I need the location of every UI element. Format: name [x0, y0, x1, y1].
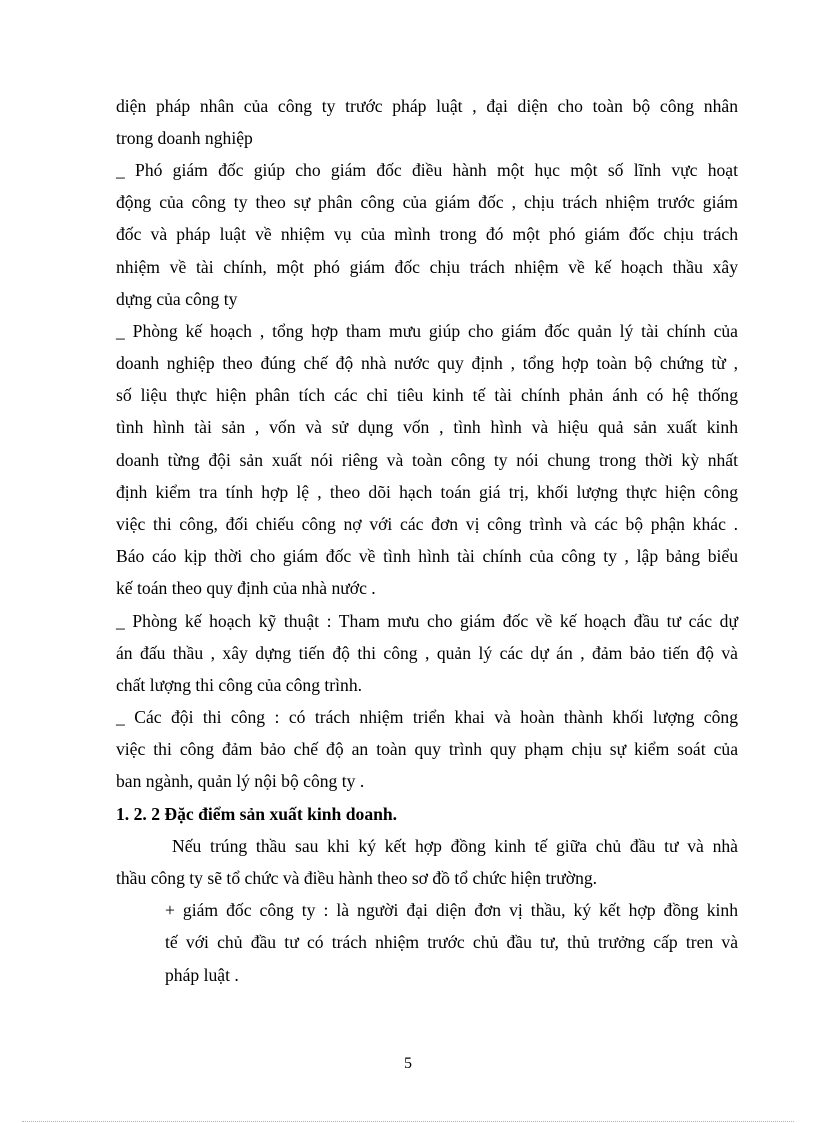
- text-line: việc thi công, đối chiếu công nợ với các đơn vị công trình và các bộ phận khác .: [116, 514, 738, 534]
- text-line: số liệu thực hiện phân tích các chỉ tiêu kinh tế tài chính phản ánh có hệ thống: [116, 385, 738, 405]
- text-line: thầu công ty sẽ tổ chức và điều hành theo sơ đồ tổ chức hiện trường.: [116, 868, 598, 888]
- page-bottom-border: [22, 1121, 794, 1122]
- page-number: 5: [404, 1055, 412, 1072]
- text-line: doanh từng đội sản xuất nói riêng và toàn công ty nói chung trong thời kỳ nhất: [116, 450, 738, 470]
- text-line: định kiểm tra tính hợp lệ , theo dõi hạch toán giá trị, khối lượng thực hiện công: [116, 482, 738, 502]
- text-line: diện pháp nhân của công ty trước pháp luật , đại diện cho toàn bộ công nhân: [116, 96, 738, 116]
- text-line: trong doanh nghiệp: [116, 128, 253, 148]
- text-line: kế toán theo quy định của nhà nước .: [116, 578, 376, 598]
- text-line: động của công ty theo sự phân công của giám đốc , chịu trách nhiệm trước giám: [116, 192, 738, 212]
- text-line: nhiệm về tài chính, một phó giám đốc chịu trách nhiệm về kế hoạch thầu xây: [116, 257, 738, 277]
- text-line: _ Các đội thi công : có trách nhiệm triển khai và hoàn thành khối lượng công: [116, 707, 738, 727]
- text-line: án đấu thầu , xây dựng tiến độ thi công , quản lý các dự án , đảm bảo tiến độ và: [116, 643, 738, 663]
- text-line: Báo cáo kịp thời cho giám đốc về tình hình tài chính của công ty , lập bảng biểu: [116, 546, 738, 566]
- text-line: việc thi công đảm bảo chế độ an toàn quy trình quy phạm chịu sự kiểm soát của: [116, 739, 738, 759]
- text-line: pháp luật .: [165, 965, 239, 985]
- text-line: + giám đốc công ty : là người đại diện đơn vị thầu, ký kết hợp đồng kinh: [165, 900, 738, 920]
- text-line: chất lượng thi công của công trình.: [116, 675, 363, 695]
- text-line: ban ngành, quản lý nội bộ công ty .: [116, 771, 365, 791]
- text-line: doanh nghiệp theo đúng chế độ nhà nước quy định , tổng hợp toàn bộ chứng từ ,: [116, 353, 738, 373]
- text-line: Nếu trúng thầu sau khi ký kết hợp đồng kinh tế giữa chủ đầu tư và nhà: [172, 836, 738, 856]
- text-line: tế với chủ đầu tư có trách nhiệm trước chủ đầu tư, thủ trưởng cấp tren và: [165, 932, 738, 952]
- text-line: dựng của công ty: [116, 289, 238, 309]
- text-line: đốc và pháp luật về nhiệm vụ của mình trong đó một phó giám đốc chịu trách: [116, 224, 738, 244]
- section-heading: 1. 2. 2 Đặc điểm sản xuất kinh doanh.: [116, 804, 398, 824]
- text-line: tình hình tài sản , vốn và sử dụng vốn , tình hình và hiệu quả sản xuất kinh: [116, 417, 738, 437]
- text-line: _ Phòng kế hoạch , tổng hợp tham mưu giúp cho giám đốc quản lý tài chính của: [116, 321, 738, 341]
- text-line: _ Phó giám đốc giúp cho giám đốc điều hành một hục một số lĩnh vực hoạt: [116, 160, 738, 180]
- text-line: _ Phòng kế hoạch kỹ thuật : Tham mưu cho giám đốc về kế hoạch đầu tư các dự: [116, 611, 738, 631]
